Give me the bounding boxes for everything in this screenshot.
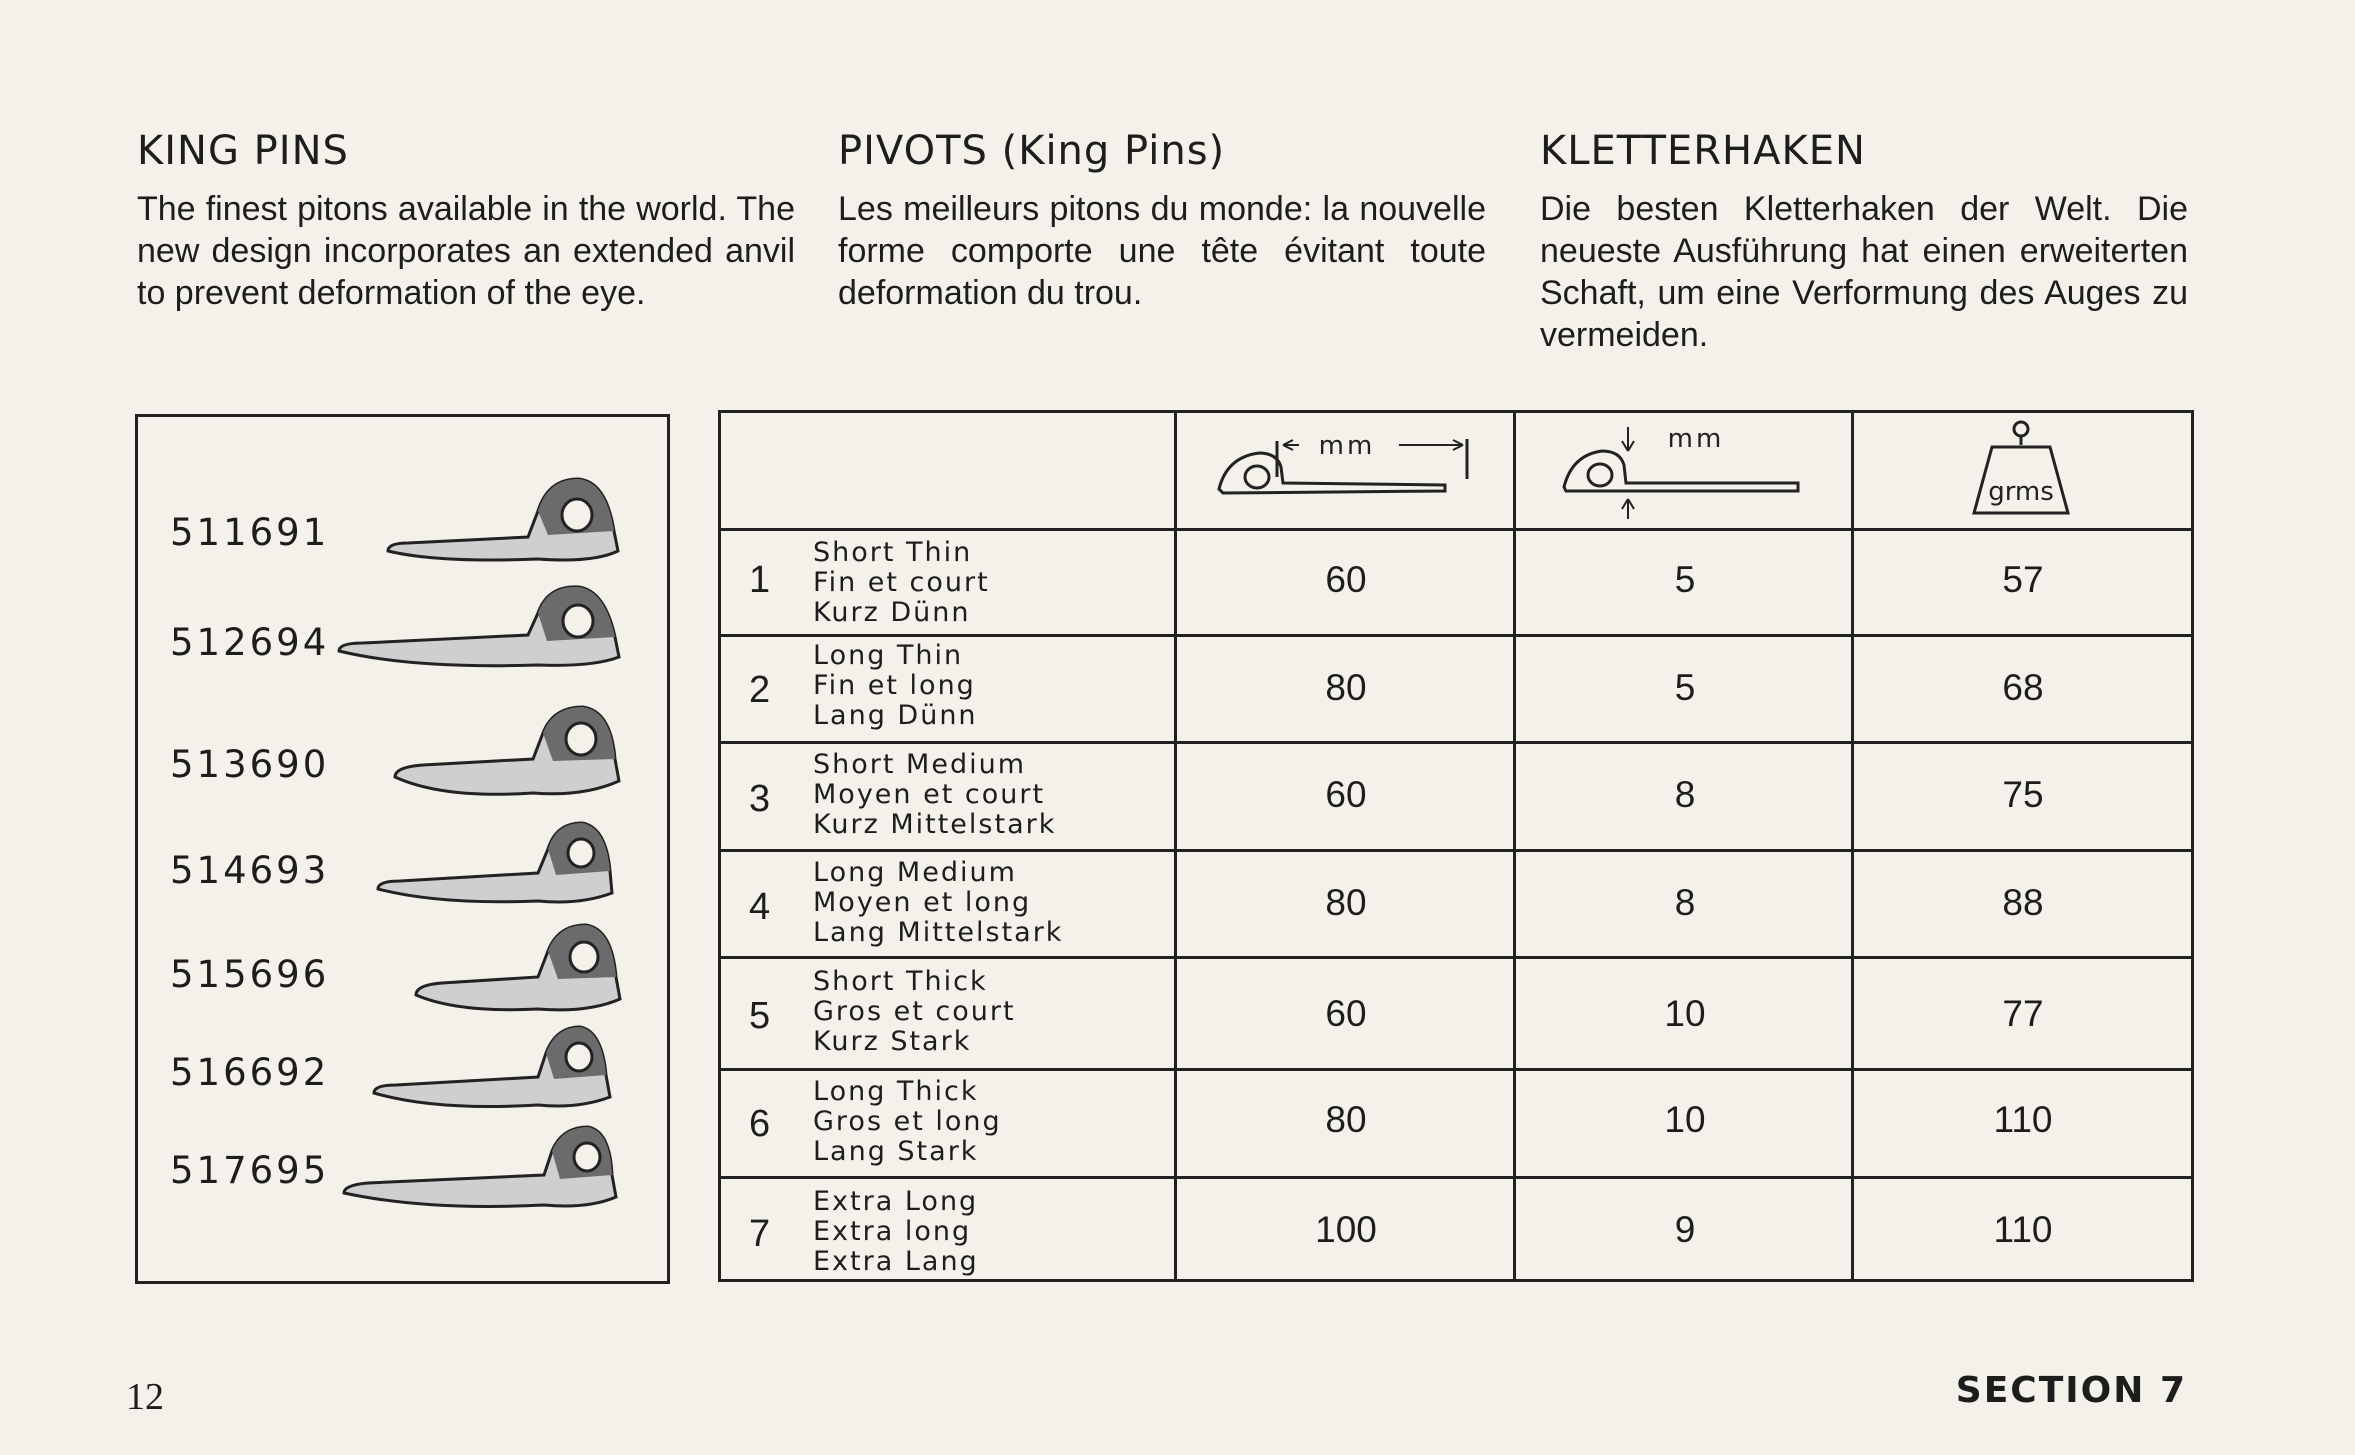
table-row xyxy=(721,1071,2191,1176)
weight-value: 68 xyxy=(2002,667,2044,708)
table-row xyxy=(721,531,2191,634)
table-row xyxy=(721,637,2191,741)
name-french: Moyen et court xyxy=(813,779,1046,810)
name-german: Extra Lang xyxy=(813,1246,979,1277)
table-row xyxy=(721,744,2191,849)
length-value: 80 xyxy=(1325,882,1367,923)
thickness-value: 10 xyxy=(1664,993,1706,1034)
column-german xyxy=(1540,128,2188,356)
name-french: Gros et court xyxy=(813,996,1016,1027)
header-unit: mm xyxy=(1667,424,1725,454)
piton-icon xyxy=(378,471,658,581)
length-icon xyxy=(1177,413,1513,525)
product-code: 513690 xyxy=(170,743,330,786)
table-row xyxy=(721,852,2191,956)
name-english: Extra Long xyxy=(813,1186,979,1217)
name-german: Lang Dünn xyxy=(813,700,978,731)
name-german: Lang Stark xyxy=(813,1136,979,1167)
row-number: 1 xyxy=(749,559,771,601)
name-french: Fin et court xyxy=(813,567,990,598)
weight-value: 88 xyxy=(2002,882,2044,923)
length-value: 100 xyxy=(1315,1209,1377,1250)
name-english: Long Thin xyxy=(813,640,964,671)
thickness-icon xyxy=(1516,413,1852,525)
row-number: 4 xyxy=(749,886,771,928)
code-row xyxy=(138,471,667,581)
thickness-value: 5 xyxy=(1674,559,1696,600)
column-title: KLETTERHAKEN xyxy=(1540,128,1866,174)
product-code: 515696 xyxy=(170,953,330,996)
row-number: 2 xyxy=(749,669,771,711)
name-french: Gros et long xyxy=(813,1106,1002,1137)
product-codes-box xyxy=(135,414,670,1284)
name-german: Lang Mittelstark xyxy=(813,917,1064,948)
row-names xyxy=(813,1187,979,1277)
name-english: Short Thick xyxy=(813,966,988,997)
name-german: Kurz Dünn xyxy=(813,597,971,628)
column-body: Die besten Kletterhaken der Welt. Die neueste Ausführung hat einen erweiterten Schaft, um eine Verformung des Auges zu vermeiden. xyxy=(1540,190,2188,354)
column-title: PIVOTS (King Pins) xyxy=(838,128,1226,174)
column-french xyxy=(838,128,1486,314)
piton-icon xyxy=(366,1021,661,1131)
length-value: 60 xyxy=(1325,559,1367,600)
section-label: SECTION 7 xyxy=(1955,1370,2187,1411)
product-code: 516692 xyxy=(170,1051,330,1094)
product-code: 511691 xyxy=(170,511,330,554)
name-german: Kurz Mittelstark xyxy=(813,809,1057,840)
code-row xyxy=(138,917,667,1027)
product-code: 517695 xyxy=(170,1149,330,1192)
length-value: 60 xyxy=(1325,993,1367,1034)
code-row xyxy=(138,1123,667,1233)
code-row xyxy=(138,703,667,813)
thickness-value: 9 xyxy=(1674,1209,1696,1250)
thickness-value: 5 xyxy=(1674,667,1696,708)
column-title: KING PINS xyxy=(137,128,349,174)
name-french: Extra long xyxy=(813,1216,972,1247)
piton-icon xyxy=(370,813,660,923)
row-names xyxy=(813,538,990,628)
name-french: Moyen et long xyxy=(813,887,1032,918)
row-names xyxy=(813,858,1063,948)
spec-table xyxy=(718,410,2194,1282)
row-names xyxy=(813,641,978,731)
thickness-value: 8 xyxy=(1674,882,1696,923)
name-english: Long Thick xyxy=(813,1076,979,1107)
piton-icon xyxy=(338,1123,660,1233)
header-unit: grms xyxy=(1988,477,2054,507)
row-number: 7 xyxy=(749,1213,771,1255)
table-row xyxy=(721,959,2191,1068)
row-number: 3 xyxy=(749,778,771,820)
length-value: 60 xyxy=(1325,774,1367,815)
row-names xyxy=(813,1077,1002,1167)
weight-value: 77 xyxy=(2002,993,2044,1034)
row-number: 5 xyxy=(749,995,771,1037)
row-number: 6 xyxy=(749,1103,771,1145)
product-code: 512694 xyxy=(170,621,330,664)
name-english: Long Medium xyxy=(813,857,1017,888)
page-number: 12 xyxy=(126,1376,164,1418)
column-english xyxy=(137,128,795,314)
code-row xyxy=(138,585,667,695)
table-row xyxy=(721,1179,2191,1282)
row-names xyxy=(813,750,1056,840)
header-unit: mm xyxy=(1318,431,1376,461)
name-english: Short Thin xyxy=(813,537,973,568)
weight-value: 75 xyxy=(2002,774,2044,815)
column-body: The finest pitons available in the world. The new design incorporates an extended anvil to prevent deformation of the eye. xyxy=(137,190,795,312)
name-english: Short Medium xyxy=(813,749,1026,780)
length-value: 80 xyxy=(1325,1099,1367,1140)
length-value: 80 xyxy=(1325,667,1367,708)
thickness-value: 8 xyxy=(1674,774,1696,815)
column-body: Les meilleurs pitons du monde: la nouvelle forme comporte une tête évitant toute deformation du trou. xyxy=(838,190,1486,312)
product-code: 514693 xyxy=(170,849,330,892)
code-row xyxy=(138,1021,667,1131)
code-row xyxy=(138,813,667,923)
thickness-value: 10 xyxy=(1664,1099,1706,1140)
piton-icon xyxy=(333,585,658,695)
row-names xyxy=(813,967,1016,1057)
name-french: Fin et long xyxy=(813,670,976,701)
name-german: Kurz Stark xyxy=(813,1026,972,1057)
weight-value: 57 xyxy=(2002,559,2044,600)
weight-value: 110 xyxy=(1993,1099,2053,1140)
piton-icon xyxy=(383,703,658,813)
piton-icon xyxy=(408,917,658,1027)
weight-icon xyxy=(1854,413,2190,525)
weight-value: 110 xyxy=(1993,1209,2053,1250)
